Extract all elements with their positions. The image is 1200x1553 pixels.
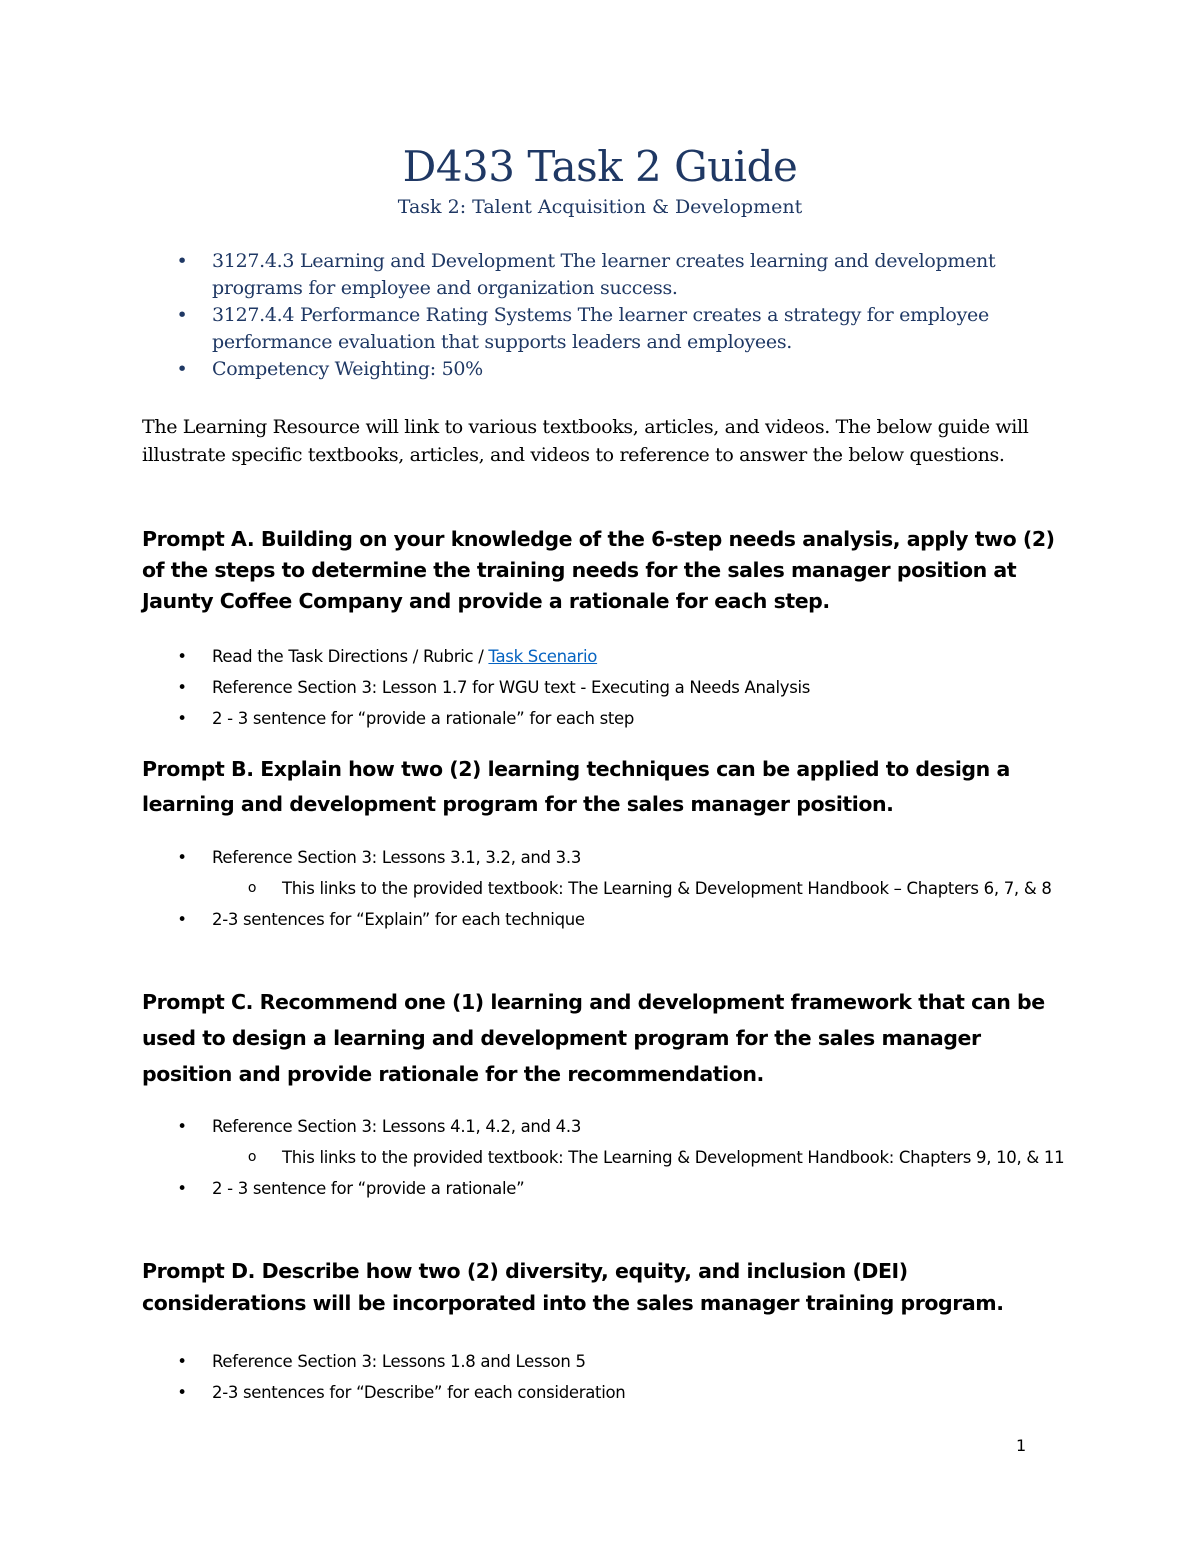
bullet-icon: •: [177, 1352, 187, 1371]
list-item: [172, 1346, 1072, 1377]
prompt-c-heading: Prompt C. Recommend one (1) learning and development framework that can be used to design a learning and development program for the sales manager position and provide rationale for the recommendation.: [142, 990, 1045, 1086]
prompt-a-heading: Prompt A. Building on your knowledge of the 6-step needs analysis, apply two (2) of the steps to determine the training needs for the sales manager position at Jaunty Coffee Company and provide a rationale for each step.: [142, 527, 1055, 613]
list-item: [172, 1173, 1072, 1204]
list-item: [172, 672, 1072, 703]
bullet-icon: •: [177, 848, 187, 867]
bullet-icon: •: [177, 678, 187, 697]
list-item: [172, 1111, 1072, 1142]
list-item-text: 2-3 sentences for “Explain” for each technique: [212, 910, 585, 929]
intro-paragraph: The Learning Resource will link to various textbooks, articles, and videos. The below guide will illustrate specific textbooks, articles, and videos to reference to answer the below questions.: [142, 416, 1029, 466]
prompt-b-heading: Prompt B. Explain how two (2) learning techniques can be applied to design a learning and development program for the sales manager position.: [142, 757, 1010, 816]
competency-item: [172, 248, 1072, 302]
page-number: 1: [1016, 1436, 1027, 1455]
list-item: [172, 641, 1072, 672]
prompt-c-list: [172, 1111, 1072, 1204]
prompt-b-list: [172, 842, 1072, 935]
bullet-icon: •: [176, 250, 188, 272]
bullet-icon: •: [177, 1179, 187, 1198]
bullet-icon: •: [177, 1383, 187, 1402]
sub-bullet-icon: o: [247, 880, 257, 896]
bullet-icon: •: [176, 358, 188, 380]
prompt-d-heading: Prompt D. Describe how two (2) diversity, equity, and inclusion (DEI) considerations will be incorporated into the sales manager training program.: [142, 1259, 1004, 1315]
list-item-text: Reference Section 3: Lesson 1.7 for WGU text - Executing a Needs Analysis: [212, 678, 811, 697]
bullet-icon: •: [177, 910, 187, 929]
bullet-icon: •: [176, 304, 188, 326]
bullet-icon: •: [177, 1117, 187, 1136]
competency-text: 3127.4.3 Learning and Development The learner creates learning and development programs for employee and organization success.: [212, 250, 996, 299]
list-item: [172, 904, 1072, 935]
list-item-text: Reference Section 3: Lessons 1.8 and Lesson 5: [212, 1352, 586, 1371]
list-item-text: 2-3 sentences for “Describe” for each consideration: [212, 1383, 626, 1402]
bullet-icon: •: [177, 647, 187, 666]
list-item-text: Reference Section 3: Lessons 3.1, 3.2, and 3.3: [212, 848, 582, 867]
bullet-icon: •: [177, 709, 187, 728]
document-subtitle: Task 2: Talent Acquisition & Development: [397, 196, 803, 218]
document-title: D433 Task 2 Guide: [402, 142, 798, 191]
list-item: [172, 842, 1072, 873]
sub-bullet-icon: o: [247, 1149, 257, 1165]
task-scenario-link[interactable]: Task Scenario: [488, 647, 598, 666]
list-item: [172, 703, 1072, 734]
list-item: [172, 1377, 1072, 1408]
sub-list-item: [172, 873, 1072, 904]
list-item-text: 2 - 3 sentence for “provide a rationale”: [212, 1179, 525, 1198]
list-item-text: This links to the provided textbook: The Learning & Development Handbook: Chapters 9, 10, & 11: [282, 1148, 1065, 1167]
list-item-text: 2 - 3 sentence for “provide a rationale” for each step: [212, 709, 635, 728]
competency-list: [172, 248, 1072, 383]
competency-text: Competency Weighting: 50%: [212, 358, 483, 380]
competency-item: [172, 302, 1072, 356]
competency-weighting: [172, 356, 1072, 383]
list-item-text: This links to the provided textbook: The Learning & Development Handbook – Chapters 6, 7, & 8: [282, 879, 1052, 898]
competency-text: 3127.4.4 Performance Rating Systems The learner creates a strategy for employee performance evaluation that supports leaders and employees.: [212, 304, 989, 353]
prompt-a-list: [172, 641, 1072, 734]
list-item-text: Reference Section 3: Lessons 4.1, 4.2, and 4.3: [212, 1117, 582, 1136]
prompt-d-list: [172, 1346, 1072, 1408]
sub-list-item: [172, 1142, 1072, 1173]
list-item-text: Read the Task Directions / Rubric /: [212, 647, 489, 666]
